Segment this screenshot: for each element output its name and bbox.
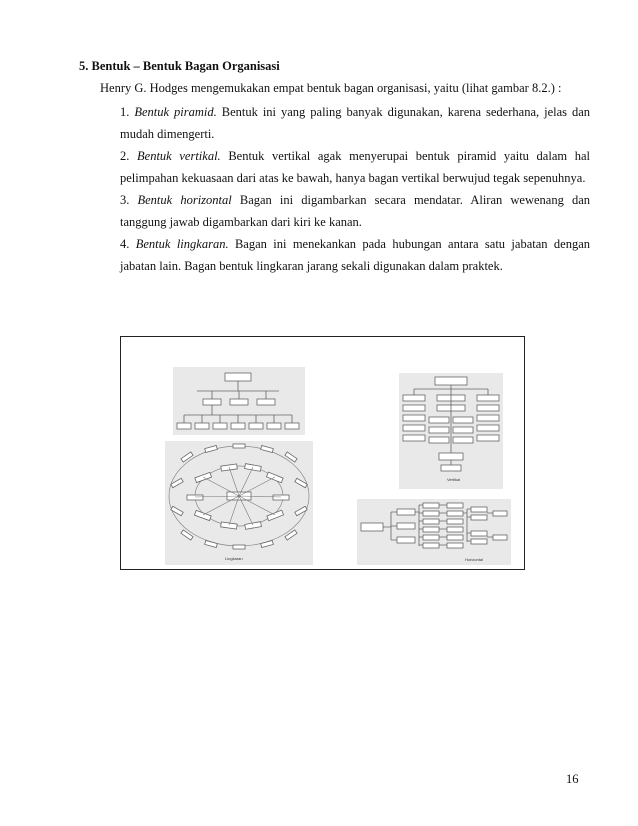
item-text: Bagan ini menekankan pada hubungan antara satu jabatan dengan bbox=[234, 237, 590, 251]
item-text-continued: jabatan lain. Bagan bentuk lingkaran jarang sekali digunakan dalam praktek. bbox=[120, 259, 503, 273]
list-item-vertical bbox=[120, 145, 590, 189]
item-term: Bentuk horizontal bbox=[137, 193, 232, 207]
item-text: Bagan ini digambarkan secara mendatar. Aliran wewenang dan bbox=[239, 193, 591, 207]
item-text-continued: tanggung jawab digambarkan dari kiri ke kanan. bbox=[120, 215, 362, 229]
circle-chart-image bbox=[165, 441, 313, 565]
item-text-continued: mudah dimengerti. bbox=[120, 127, 215, 141]
org-chart-figure bbox=[120, 336, 525, 570]
pyramid-chart-image bbox=[173, 367, 305, 435]
item-text: Bentuk vertikal agak menyerupai bentuk piramid yaitu dalam hal bbox=[228, 149, 591, 163]
item-term: Bentuk piramid. bbox=[134, 105, 217, 119]
chart-types-list bbox=[120, 101, 590, 277]
item-number: 3. bbox=[120, 193, 130, 207]
item-text-continued: pelimpahan kekuasaan dari atas ke bawah, hanya bagan vertikal berwujud tegak sepenuhnya. bbox=[120, 171, 586, 185]
section-heading: 5. Bentuk – Bentuk Bagan Organisasi bbox=[79, 59, 280, 73]
item-number: 1. bbox=[120, 105, 130, 119]
page-number: 16 bbox=[566, 772, 579, 786]
item-text: Bentuk ini yang paling banyak digunakan, karena sederhana, jelas dan bbox=[221, 105, 591, 119]
intro-paragraph: Henry G. Hodges mengemukakan empat bentuk bagan organisasi, yaitu (lihat gambar 8.2.) : bbox=[100, 81, 562, 95]
list-item-horizontal bbox=[120, 189, 590, 233]
item-term: Bentuk lingkaran. bbox=[135, 237, 229, 251]
item-number: 2. bbox=[120, 149, 130, 163]
item-term: Bentuk vertikal. bbox=[137, 149, 221, 163]
horizontal-chart-image bbox=[357, 499, 511, 565]
list-item-pyramid bbox=[120, 101, 590, 145]
vertical-chart-image bbox=[399, 373, 503, 489]
circle-caption: Lingkaran bbox=[225, 556, 243, 561]
horizontal-caption: Horizontal bbox=[465, 557, 484, 562]
vertical-caption: Vertikal bbox=[447, 477, 461, 482]
item-number: 4. bbox=[120, 237, 130, 251]
list-item-circle bbox=[120, 233, 590, 277]
